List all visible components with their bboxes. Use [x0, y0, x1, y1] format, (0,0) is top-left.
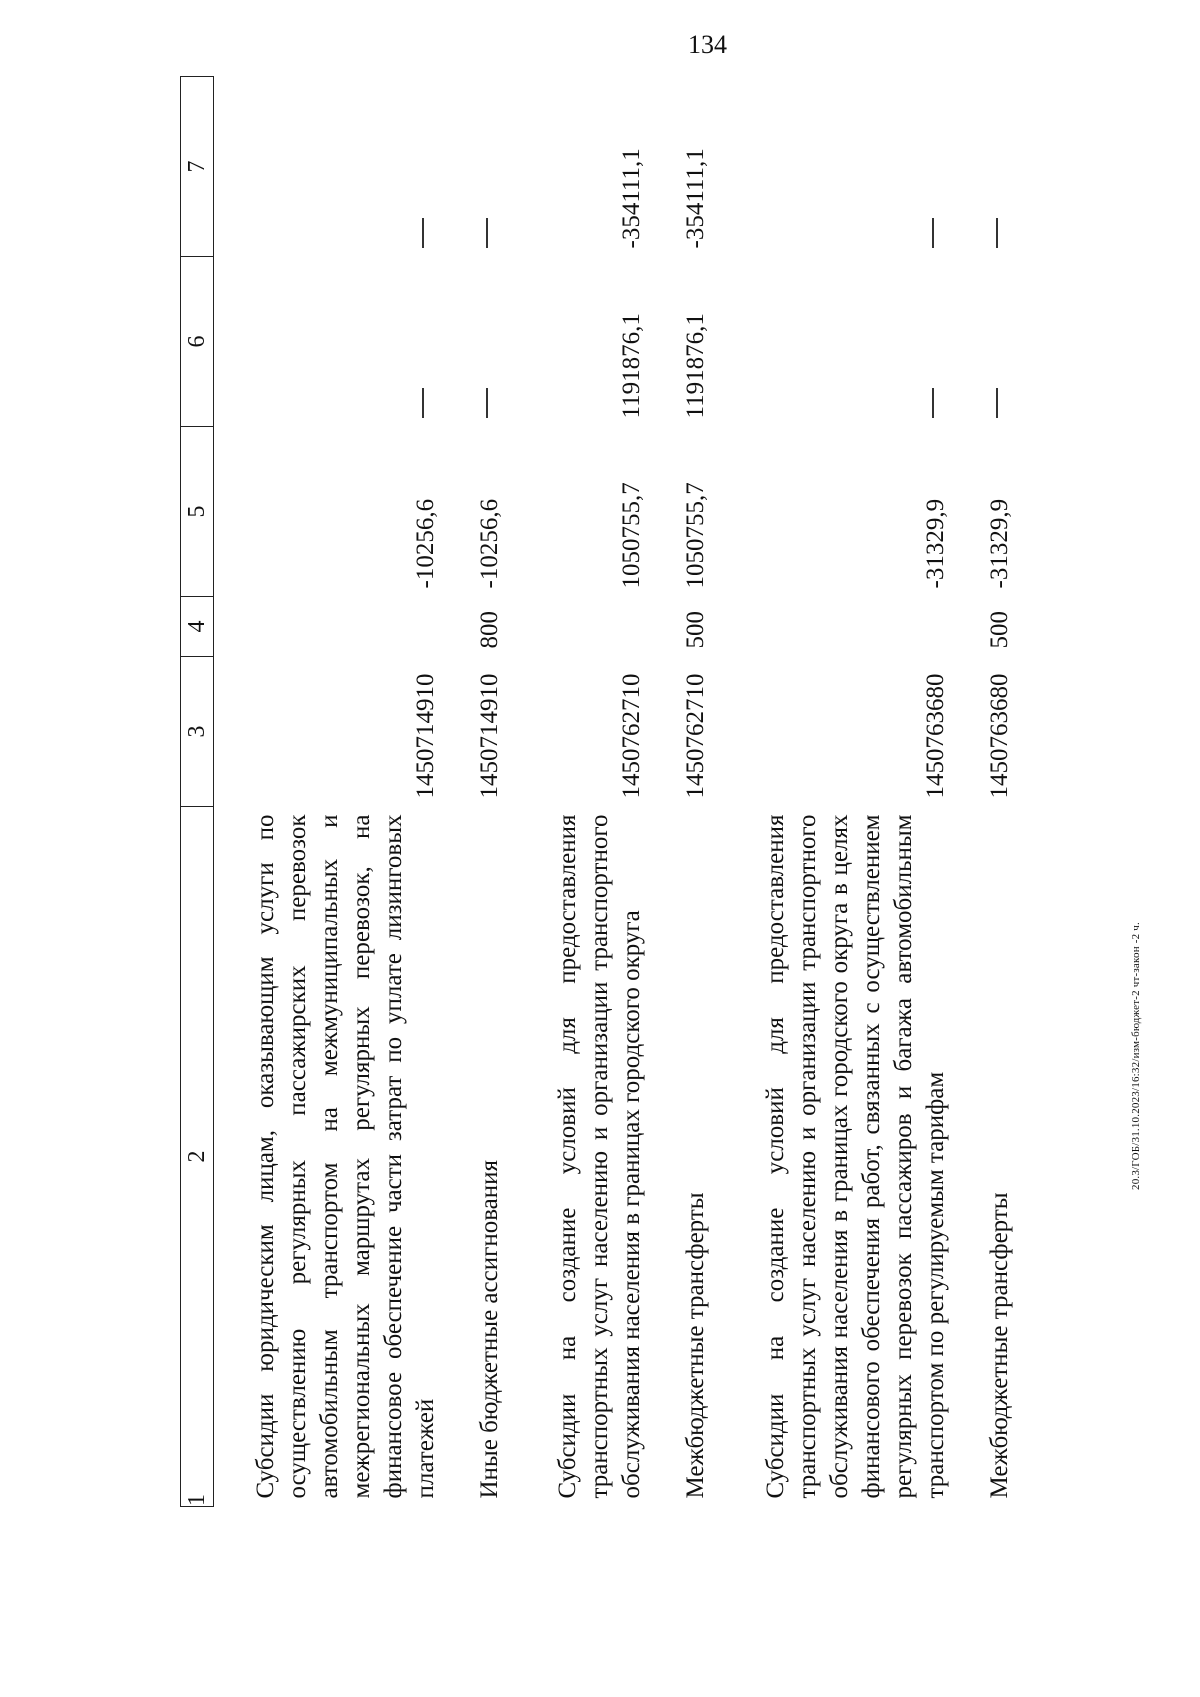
row-description: Субсидии на создание условий для предоставления транспортных услуг населению и организации транспортного обслуживания населения в границах городского округа в целях финансового обеспечения работ, связанных с осуществлением регулярных перевозок пассажиров и багажа автомобильным транспортом по регулируемым тарифам: [761, 814, 949, 1499]
row-code: 1450762710: [681, 673, 709, 799]
row-amount: -31329,9: [921, 498, 949, 589]
row-code: 1450763680: [985, 673, 1013, 799]
row-type: 800: [475, 611, 503, 649]
row-description: Межбюджетные трансферты: [985, 1192, 1013, 1499]
row-description: Межбюджетные трансферты: [681, 1192, 709, 1499]
row-description: Субсидии на создание условий для предоставления транспортных услуг населению и организации транспортного обслуживания населения в границах городского округа: [553, 814, 645, 1499]
footer-stamp: 20.3/ГОБ/31.10.2023/16:32/изм-бюджет-2 чт-закон -2 ч.: [1130, 922, 1142, 1190]
row-description: Субсидии юридическим лицам, оказывающим услуги по осуществлению регулярных пассажирских перевозок автомобильным транспортом на межмуниципальных и межрегиональных маршрутах регулярных перевозок, на финансовое обеспечение части затрат по уплате лизинговых платежей: [251, 814, 439, 1499]
row-type: [214, 597, 456, 657]
col-header-4: 4: [181, 597, 214, 657]
row-amount: -10256,6: [411, 498, 439, 589]
row-code: 1450714910: [411, 673, 439, 799]
col-header-3: 3: [181, 657, 214, 807]
dash-mark: [996, 219, 998, 249]
row-col7-dash: [966, 77, 1030, 257]
row-col6-dash: [214, 257, 456, 427]
dash-mark: [422, 389, 424, 419]
row-col6-dash: [726, 257, 966, 427]
row-type: [520, 597, 662, 657]
row-col6: 1191876,1: [617, 313, 645, 419]
col-header-7: 7: [181, 77, 214, 257]
row-code: 1450763680: [921, 673, 949, 799]
row-type: [726, 597, 966, 657]
row-type: 500: [985, 611, 1013, 649]
table-row: [966, 77, 1030, 1507]
dash-mark: [486, 219, 488, 249]
table-row: [214, 77, 456, 1507]
table-row: [726, 77, 966, 1507]
dash-mark: [932, 219, 934, 249]
budget-table: [180, 76, 1030, 1507]
col-header-6: 6: [181, 257, 214, 427]
row-col7: -354111,1: [681, 148, 709, 249]
row-col7-dash: [456, 77, 520, 257]
table-row: [456, 77, 520, 1507]
header-row: 1 2 3 4 5 6 7: [181, 77, 214, 1507]
row-col6-dash: [966, 257, 1030, 427]
dash-mark: [422, 219, 424, 249]
page-number: 134: [688, 30, 727, 59]
dash-mark: [486, 389, 488, 419]
row-amount: -10256,6: [475, 498, 503, 589]
row-description: Иные бюджетные ассигнования: [475, 1159, 503, 1499]
row-code: 1450714910: [475, 673, 503, 799]
row-type: 500: [681, 611, 709, 649]
row-col7: -354111,1: [617, 148, 645, 249]
row-amount: -31329,9: [985, 498, 1013, 589]
col-header-5: 5: [181, 427, 214, 597]
row-code: 1450762710: [617, 673, 645, 799]
row-col7-dash: [726, 77, 966, 257]
row-col7-dash: [214, 77, 456, 257]
table-row: [520, 77, 662, 1507]
budget-table-rotated: [180, 77, 1013, 1507]
row-amount: 1050755,7: [681, 482, 709, 589]
col-header-2: 2: [181, 807, 214, 1507]
row-col6-dash: [456, 257, 520, 427]
dash-mark: [996, 389, 998, 419]
row-col6: 1191876,1: [681, 313, 709, 419]
table-row: [662, 77, 726, 1507]
dash-mark: [932, 389, 934, 419]
row-amount: 1050755,7: [617, 482, 645, 589]
